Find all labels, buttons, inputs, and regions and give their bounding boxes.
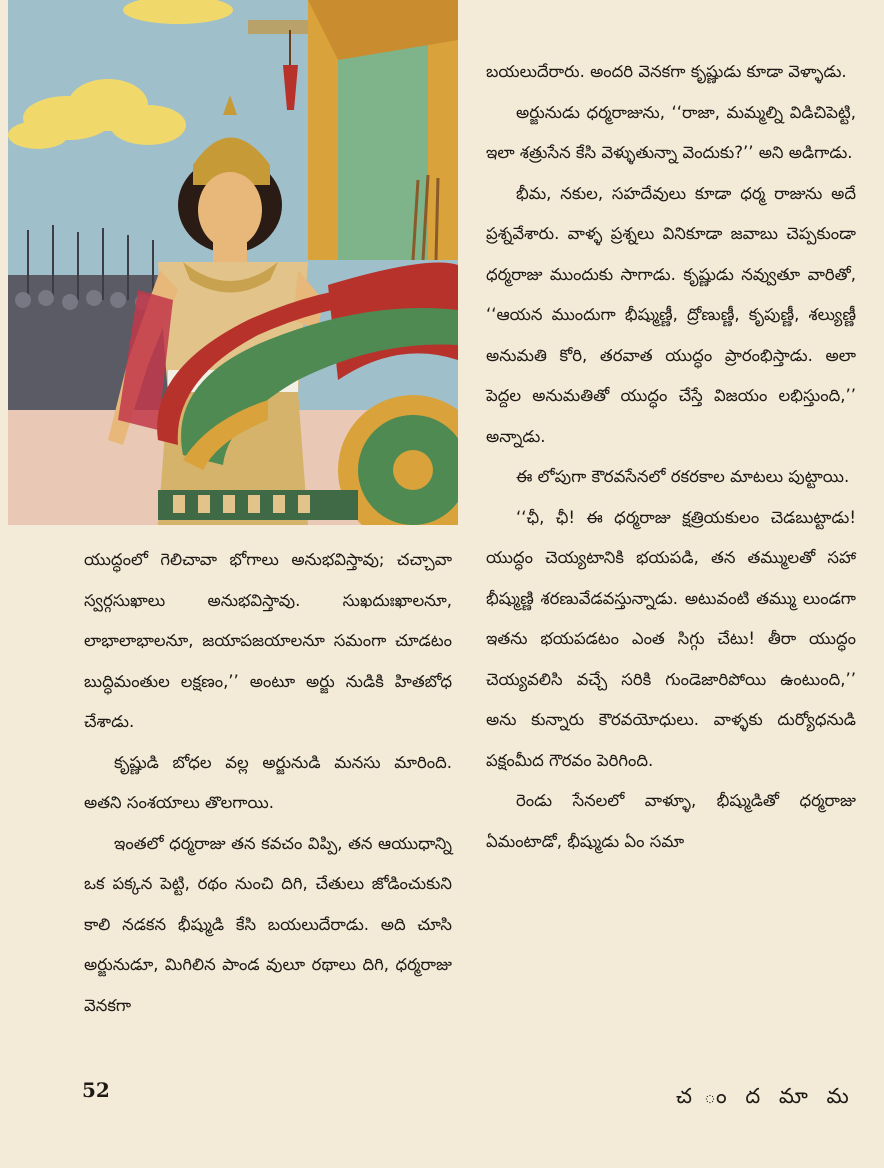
paragraph: రెండు సేనలలో వాళ్ళూ, భీష్ముడితో ధర్మరాజు ఏమంటాడో, భీష్ముడు ఏం సమా (486, 791, 856, 851)
right-text-column (486, 52, 856, 862)
paragraph: అర్జునుడు ధర్మరాజును, ‘‘రాజా, మమ్మల్ని విడిచిపెట్టి, ఇలా శత్రుసేన కేసి వెళ్ళుతున్నా వెందుకు?’’ అని అడిగాడు. (486, 102, 856, 162)
paragraph: కృష్ణుడి బోధల వల్ల అర్జునుడి మనసు మారింది. అతని సంశయాలు తొలగాయి. (84, 752, 452, 812)
arjuna-chariot-illustration (8, 0, 458, 525)
paragraph: యుద్ధంలో గెలిచావా భోగాలు అనుభవిస్తావు; చచ్చావా స్వర్గసుఖాలు అనుభవిస్తావు. సుఖదుఃఖాలనూ, లాభాలాభాలనూ, జయాపజయాలనూ సమంగా చూడటం బుద్ధిమంతుల లక్షణం,’’ అంటూ అర్జు నుడికి హితబోధ చేశాడు. (84, 550, 452, 731)
paragraph: భీమ, నకుల, సహదేవులు కూడా ధర్మ రాజును అదే ప్రశ్నవేశారు. వాళ్ళ ప్రశ్నలు వినికూడా జవాబు చెప్పకుండా ధర్మరాజు ముందుకు సాగాడు. కృష్ణుడు నవ్వుతూ వారితో, ‘‘ఆయన ముందుగా భీష్ముణ్ణీ, ద్రోణుణ్ణీ, కృపుణ్ణీ, శల్యుణ్ణీ అనుమతి కోరి, తరవాత యుద్ధం ప్రారంభిస్తాడు. అలా పెద్దల అనుమతితో యుద్ధం చేస్తే విజయం లభిస్తుంది,’’ అన్నాడు. (486, 183, 856, 446)
page-number: 52 (82, 1078, 110, 1102)
magazine-name: చ ం ద మా మ (676, 1084, 855, 1108)
paragraph: ఈ లోపుగా కౌరవసేనలో రకరకాల మాటలు పుట్టాయి. (516, 467, 850, 486)
left-text-column (84, 540, 452, 1026)
paragraph: ‘‘ఛీ, ఛీ! ఈ ధర్మరాజు క్షత్రియకులం చెడబుట్టాడు! యుద్ధం చెయ్యటానికి భయపడి, తన తమ్ములతో సహా భీష్ముణ్ణి శరణువేడవస్తున్నాడు. అటువంటి తమ్ము లుండగా ఇతను భయపడటం ఎంత సిగ్గు చేటు! తీరా యుద్ధం చెయ్యవలిసి వచ్చే సరికి గుండెజారిపోయి ఉంటుంది,’’ అను కున్నారు కౌరవయోధులు. వాళ్ళకు దుర్యోధనుడి పక్షంమీద గౌరవం పెరిగింది. (486, 507, 856, 770)
paragraph: ఇంతలో ధర్మరాజు తన కవచం విప్పి, తన ఆయుధాన్ని ఒక పక్కన పెట్టి, రథం నుంచి దిగి, చేతులు జోడించుకుని కాలి నడకన భీష్ముడి కేసి బయలుదేరాడు. అది చూసి అర్జునుడూ, మిగిలిన పాండ వులూ రథాలు దిగి, ధర్మరాజు వెనకగా (84, 833, 452, 1015)
paragraph: బయలుదేరారు. అందరి వెనకగా కృష్ణుడు కూడా వెళ్ళాడు. (486, 62, 847, 81)
